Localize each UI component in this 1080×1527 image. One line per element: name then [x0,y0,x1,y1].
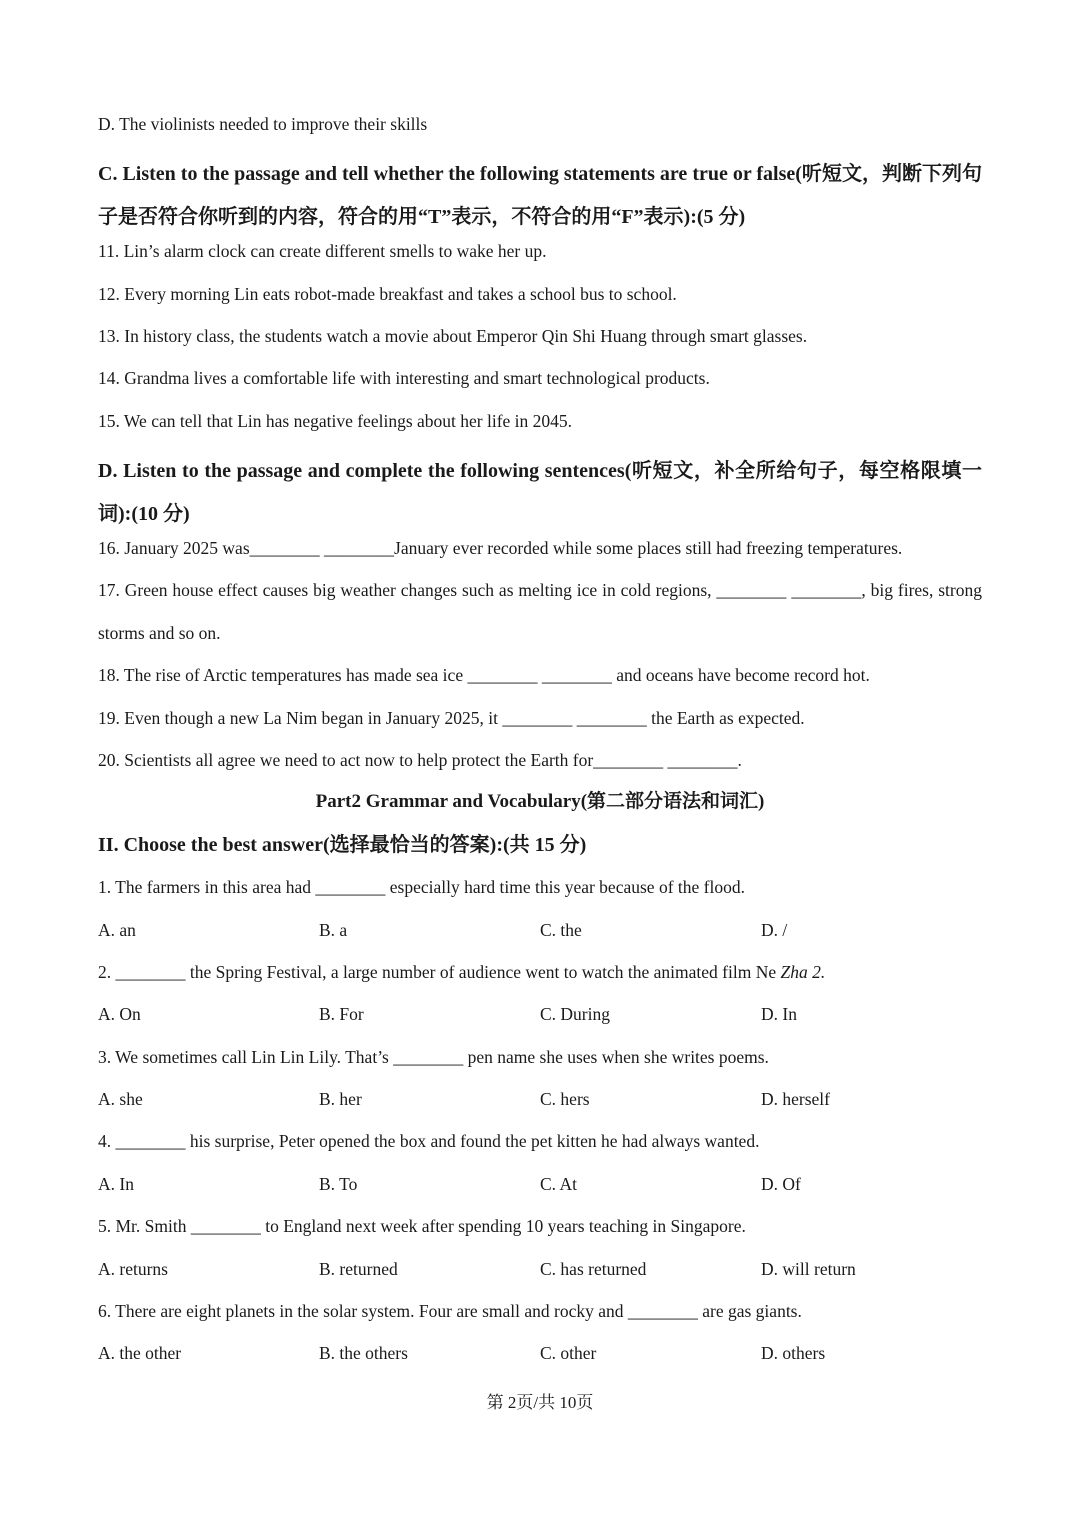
q5-option-b: B. returned [319,1258,398,1279]
question-3-stem: 3. We sometimes call Lin Lin Lily. That’s ________ pen name she uses when she writes poems. [98,1046,769,1067]
q4-option-a: A. In [98,1173,134,1194]
question-6-stem: 6. There are eight planets in the solar system. Four are small and rocky and ________ are gas giants. [98,1301,802,1322]
page-content [98,111,982,1383]
question-3-options [98,1086,982,1128]
q2-option-d: D. In [761,1004,797,1025]
q3-option-d: D. herself [761,1089,831,1110]
q3-option-a: A. she [98,1089,143,1110]
question-2-options [98,1001,982,1043]
q6-option-a: A. the other [98,1343,182,1364]
q2-option-c: C. During [540,1004,610,1025]
question-4-stem: 4. ________ his surprise, Peter opened the box and found the pet kitten he had always wanted. [98,1131,760,1152]
part2-heading: II. Choose the best answer(选择最恰当的答案):(共 15 分) [98,833,587,856]
section-d-heading: D. Listen to the passage and complete the following sentences(听短文，补全所给句子，每空格限填一词):(10 分) [98,460,982,525]
question-1-stem: 1. The farmers in this area had ________ especially hard time this year because of the flood. [98,877,745,898]
part2-title: Part2 Grammar and Vocabulary(第二部分语法和词汇) [315,791,765,813]
q4-option-c: C. At [540,1173,577,1194]
section-c-heading: C. Listen to the passage and tell whether the following statements are true or false(听短文，判断下列句子是否符合你听到的内容，符合的用“T”表示，不符合的用“F”表示):(5 分) [98,163,982,228]
q2-option-b: B. For [319,1004,364,1025]
q1-option-a: A. an [98,919,136,940]
q2-film-title: Zha 2. [780,961,826,982]
page-number: 第 2页/共 10页 [486,1393,594,1412]
q2-option-a: A. On [98,1004,141,1025]
q1-option-b: B. a [319,919,348,940]
question-1-options [98,917,982,959]
question-5-options [98,1256,982,1298]
statement-12: 12. Every morning Lin eats robot-made breakfast and takes a school bus to school. [98,283,677,304]
q5-option-d: D. will return [761,1258,856,1279]
sentence-16: 16. January 2025 was________ ________January ever recorded while some places still had freezing temperatures. [98,537,903,558]
sentence-20: 20. Scientists all agree we need to act now to help protect the Earth for________ ________. [98,749,742,770]
q3-option-c: C. hers [540,1089,590,1110]
q1-option-c: C. the [540,919,582,940]
q5-option-c: C. has returned [540,1258,647,1279]
q3-option-b: B. her [319,1089,362,1110]
q6-option-b: B. the others [319,1343,408,1364]
q6-option-c: C. other [540,1343,597,1364]
q1-option-d: D. / [761,919,788,940]
option-d-line: D. The violinists needed to improve their skills [98,114,428,134]
question-6-options [98,1340,982,1382]
sentence-18: 18. The rise of Arctic temperatures has made sea ice ________ ________ and oceans have become record hot. [98,665,870,686]
sentence-17: 17. Green house effect causes big weather changes such as melting ice in cold regions, ________ ________, big fires, strong storms and so on. [98,580,982,643]
question-5-stem: 5. Mr. Smith ________ to England next week after spending 10 years teaching in Singapore. [98,1216,746,1237]
q4-option-d: D. Of [761,1173,801,1194]
q6-option-d: D. others [761,1343,826,1364]
statement-14: 14. Grandma lives a comfortable life with interesting and smart technological products. [98,368,710,389]
q4-option-b: B. To [319,1173,358,1194]
statement-13: 13. In history class, the students watch a movie about Emperor Qin Shi Huang through smart glasses. [98,325,808,346]
q2-stem-text: 2. ________ the Spring Festival, a large number of audience went to watch the animated film Ne [98,961,781,982]
question-4-options [98,1171,982,1213]
statement-15: 15. We can tell that Lin has negative feelings about her life in 2045. [98,410,573,431]
question-2-stem [98,959,982,1001]
statement-11: 11. Lin’s alarm clock can create different smells to wake her up. [98,241,547,262]
sentence-19: 19. Even though a new La Nim began in January 2025, it ________ ________ the Earth as expected. [98,707,805,728]
q5-option-a: A. returns [98,1258,168,1279]
